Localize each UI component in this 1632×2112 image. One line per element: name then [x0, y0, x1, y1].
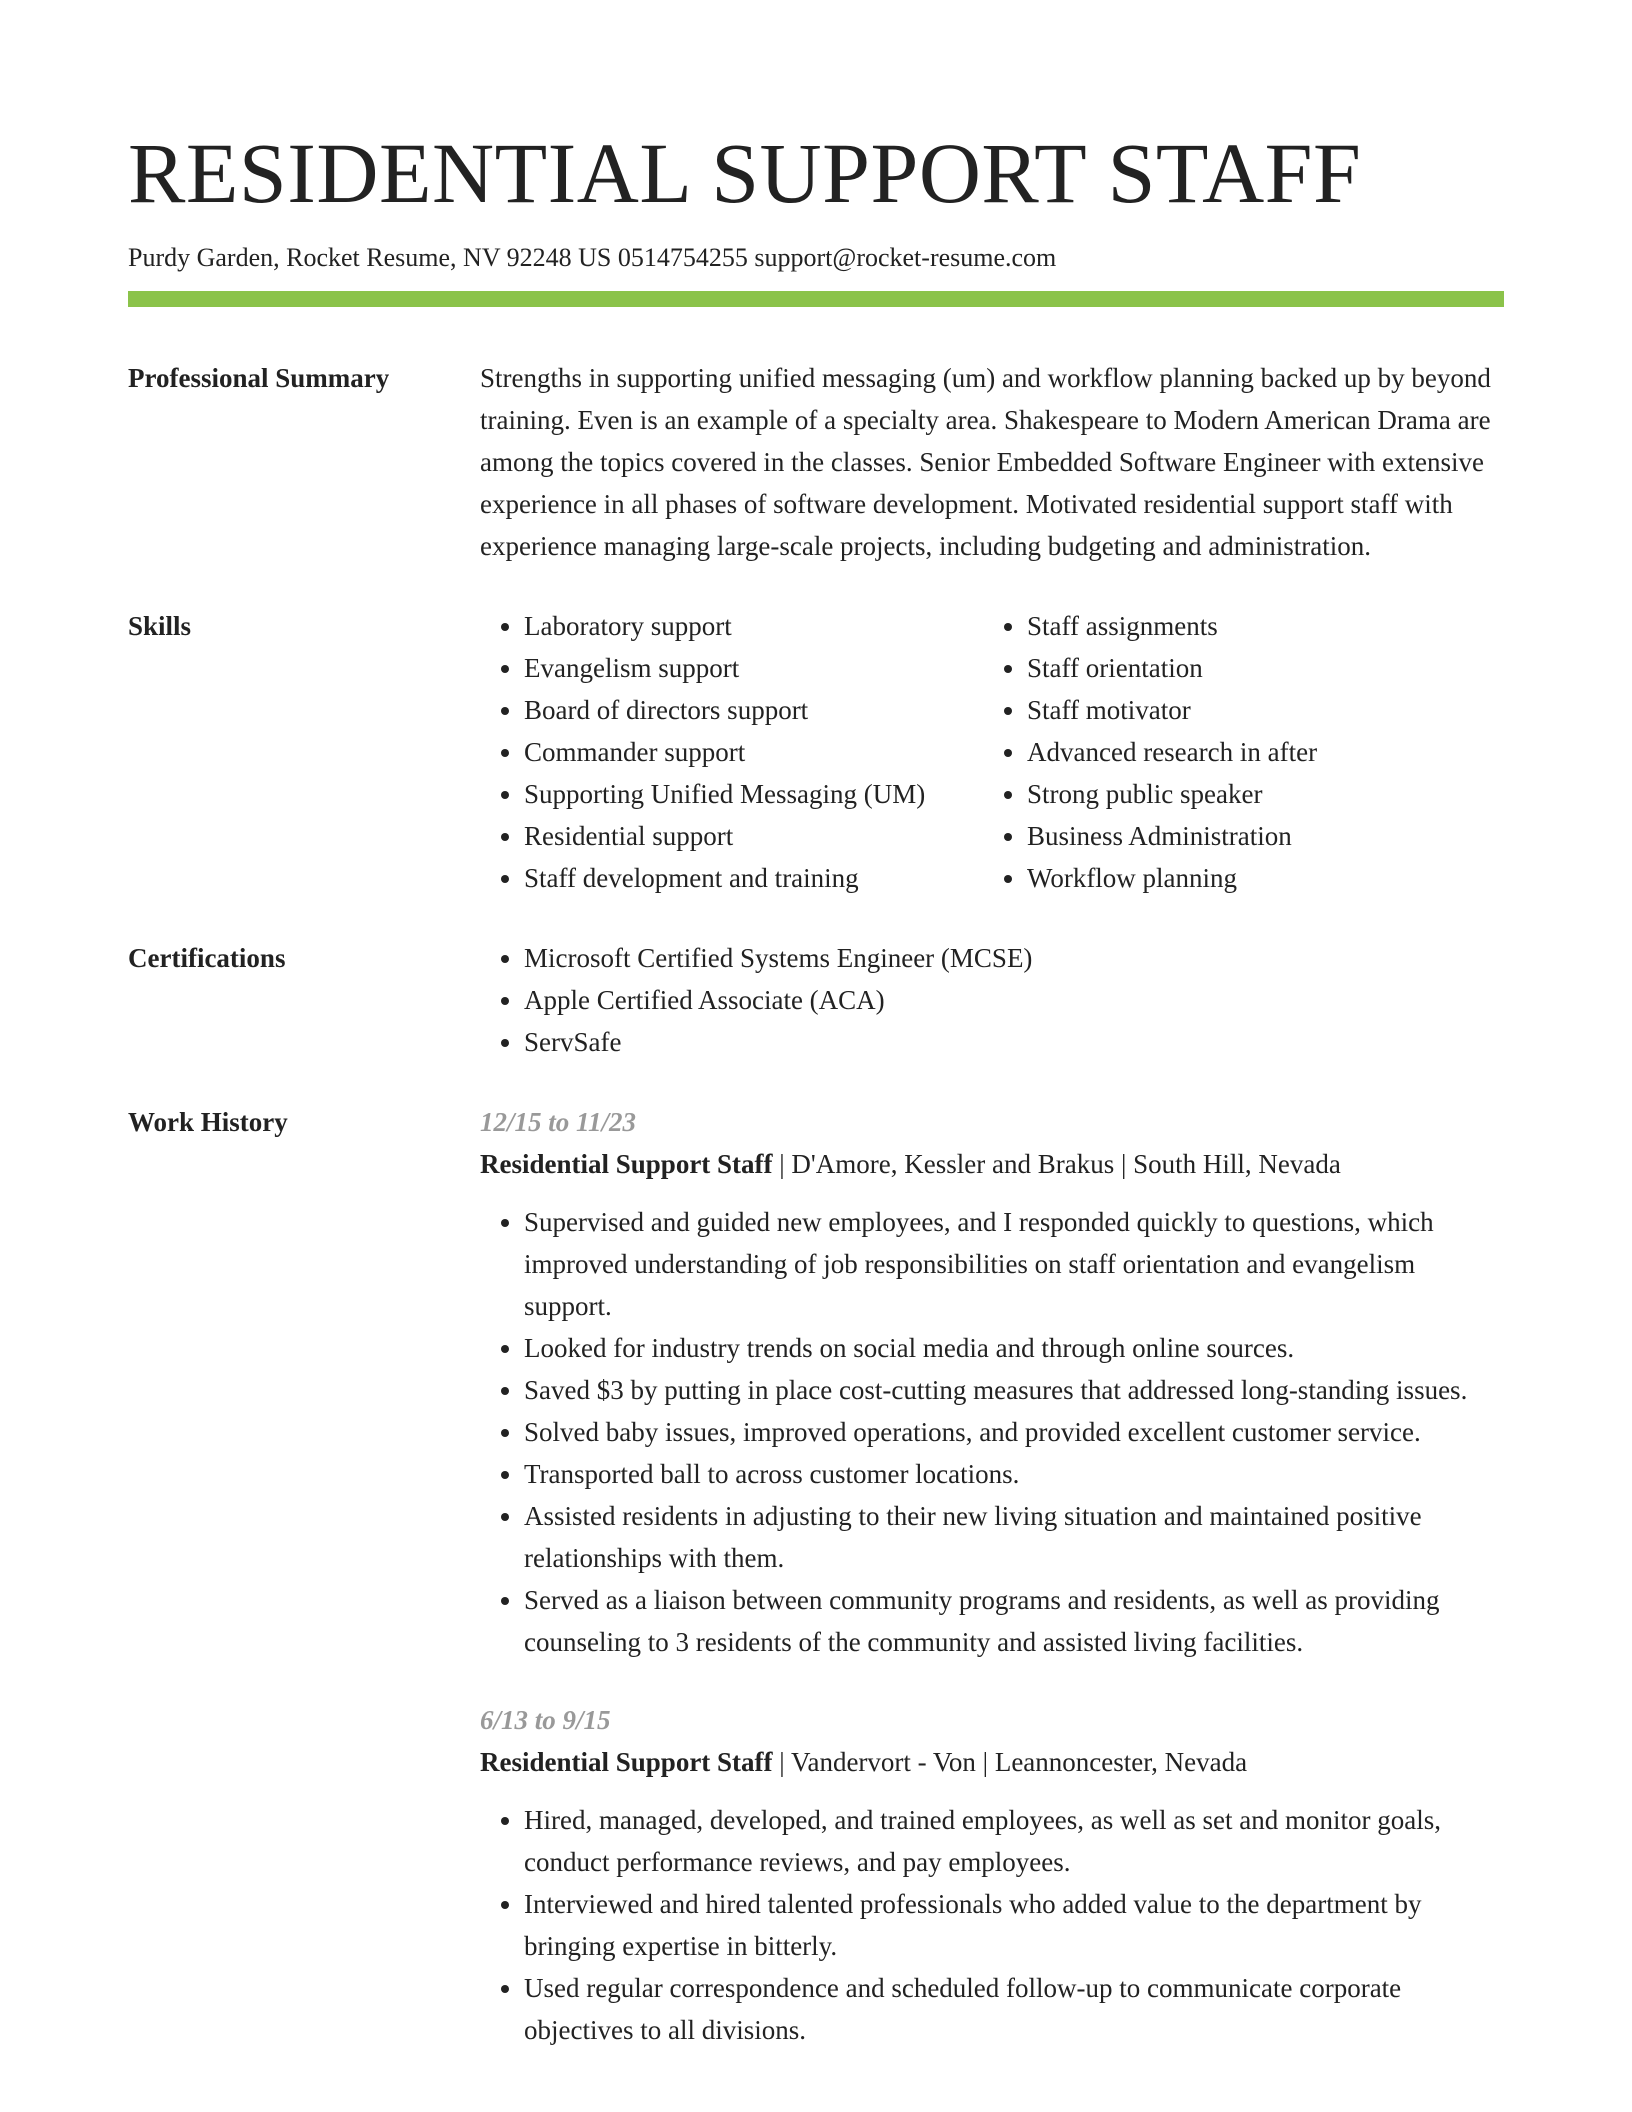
summary-heading: Professional Summary [128, 363, 390, 394]
job-duty: • Hired, managed, developed, and trained employees, as well as set and monitor goals, conduct performance reviews, and pay employees. [524, 1799, 1504, 1883]
job-duties-list [480, 1201, 1504, 1663]
resume-page [128, 118, 1504, 2051]
contact-phone: 0514754255 [617, 243, 748, 272]
job-employer-location: | D'Amore, Kessler and Brakus | South Hill, Nevada [772, 1149, 1341, 1180]
job-entry [480, 1699, 1504, 2051]
job-dates: 6/13 to 9/15 [480, 1705, 611, 1736]
contact-email: support@rocket-resume.com [754, 243, 1057, 272]
skill-item: • Residential support [524, 815, 983, 857]
skills-heading: Skills [128, 611, 192, 642]
job-role-line [480, 1143, 1504, 1185]
job-duties-list [480, 1799, 1504, 2051]
skills-section [128, 605, 1504, 899]
job-duty: • Transported ball to across customer locations. [524, 1453, 1504, 1495]
work-history-section [128, 1101, 1504, 2051]
certifications-heading: Certifications [128, 943, 286, 974]
skills-list-right [983, 605, 1317, 899]
skill-item: • Business Administration [1027, 815, 1317, 857]
certification-item: • Apple Certified Associate (ACA) [524, 979, 1504, 1021]
job-dates: 12/15 to 11/23 [480, 1107, 637, 1138]
job-duty: • Served as a liaison between community programs and residents, as well as providing counseling to 3 residents of the community and assisted living facilities. [524, 1579, 1504, 1663]
certifications-section [128, 937, 1504, 1063]
contact-address: Purdy Garden, Rocket Resume, NV 92248 US [128, 243, 612, 272]
certification-item: • ServSafe [524, 1021, 1504, 1063]
certification-item: • Microsoft Certified Systems Engineer (MCSE) [524, 937, 1504, 979]
job-employer-location: | Vandervort - Von | Leannoncester, Nevada [772, 1747, 1248, 1778]
job-duty: • Interviewed and hired talented professionals who added value to the department by bringing expertise in bitterly. [524, 1883, 1504, 1967]
certifications-list [480, 937, 1504, 1063]
contact-line [128, 242, 1504, 273]
job-duty: • Supervised and guided new employees, and I responded quickly to questions, which improved understanding of job responsibilities on staff orientation and evangelism support. [524, 1201, 1504, 1327]
skill-item: • Supporting Unified Messaging (UM) [524, 773, 983, 815]
summary-text: Strengths in supporting unified messaging (um) and workflow planning backed up by beyond training. Even is an example of a specialty area. Shakespeare to Modern American Drama are among the topics covered in the classes. Senior Embedded Software Engineer with extensive experience in all phases of software development. Motivated residential support staff with experience managing large-scale projects, including budgeting and administration. [480, 363, 1491, 562]
job-duty: • Used regular correspondence and scheduled follow-up to communicate corporate objectives to all divisions. [524, 1967, 1504, 2051]
job-title: Residential Support Staff [480, 1747, 773, 1778]
job-role-line [480, 1741, 1504, 1783]
summary-section [128, 357, 1504, 567]
skill-item: • Staff motivator [1027, 689, 1317, 731]
skill-item: • Evangelism support [524, 647, 983, 689]
skills-list-left [480, 605, 983, 899]
resume-name: RESIDENTIAL SUPPORT STAFF [128, 125, 1362, 221]
skill-item: • Board of directors support [524, 689, 983, 731]
job-duty: • Saved $3 by putting in place cost-cutting measures that addressed long-standing issues. [524, 1369, 1504, 1411]
job-duty: • Solved baby issues, improved operations, and provided excellent customer service. [524, 1411, 1504, 1453]
skill-item: • Strong public speaker [1027, 773, 1317, 815]
header-divider [128, 291, 1504, 307]
skill-item: • Staff development and training [524, 857, 983, 899]
job-entry [480, 1101, 1504, 1663]
skill-item: • Laboratory support [524, 605, 983, 647]
job-duty: • Assisted residents in adjusting to their new living situation and maintained positive relationships with them. [524, 1495, 1504, 1579]
skill-item: • Staff assignments [1027, 605, 1317, 647]
skill-item: • Staff orientation [1027, 647, 1317, 689]
skill-item: • Workflow planning [1027, 857, 1317, 899]
job-title: Residential Support Staff [480, 1149, 773, 1180]
job-duty: • Looked for industry trends on social media and through online sources. [524, 1327, 1504, 1369]
skill-item: • Commander support [524, 731, 983, 773]
work-history-heading: Work History [128, 1107, 288, 1138]
skill-item: • Advanced research in after [1027, 731, 1317, 773]
